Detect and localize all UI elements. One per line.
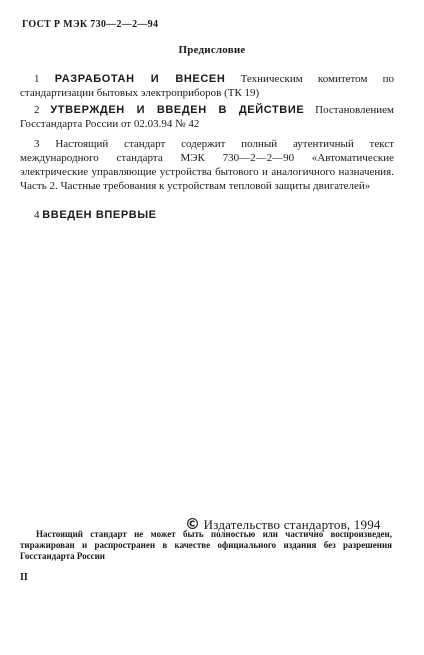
header-code: ГОСТ Р МЭК 730—2—2—94 xyxy=(22,19,159,30)
paragraph-4 xyxy=(20,208,394,222)
section-title: Предисловие xyxy=(178,44,246,56)
paragraph-4-lead: ВВЕДЕН ВПЕРВЫЕ xyxy=(42,209,157,221)
reproduction-notice-text: Настоящий стандарт не может быть полностью или частично воспроизведен, тиражирован и распространен в качестве официального издания без разрешения Госстандарта России xyxy=(20,529,392,561)
paragraph-2-text: Постановлением Госстандарта России от 02.03.94 № 42 xyxy=(20,104,394,130)
copyright-text: Издательство стандартов, 1994 xyxy=(203,517,381,532)
paragraph-3-number: 3 xyxy=(34,138,40,150)
paragraph-1-text: Техническим комитетом по стандартизации бытовых электроприборов (ТК 19) xyxy=(20,73,395,99)
paragraph-1-lead: РАЗРАБОТАН И ВНЕСЕН xyxy=(54,73,226,85)
paragraph-2 xyxy=(20,103,394,131)
reproduction-notice xyxy=(20,529,392,562)
copyright-icon: © xyxy=(185,515,201,533)
paragraph-3 xyxy=(20,137,394,193)
paragraph-1-number: 1 xyxy=(34,73,40,85)
paragraph-2-number: 2 xyxy=(34,104,40,116)
paragraph-3-text: Настоящий стандарт содержит полный аутентичный текст международного стандарта МЭК 730—2—2—90 «Автоматические электрические управляющие устройства бытового и аналогичного назначения. Часть 2. Частные требования к устройствам тепловой защиты двигателей» xyxy=(20,138,395,192)
page-number: II xyxy=(20,572,28,583)
paragraph-1 xyxy=(20,72,394,100)
paragraph-4-number: 4 xyxy=(34,209,40,221)
paragraph-2-lead: УТВЕРЖДЕН И ВВЕДЕН В ДЕЙСТВИЕ xyxy=(50,104,305,116)
